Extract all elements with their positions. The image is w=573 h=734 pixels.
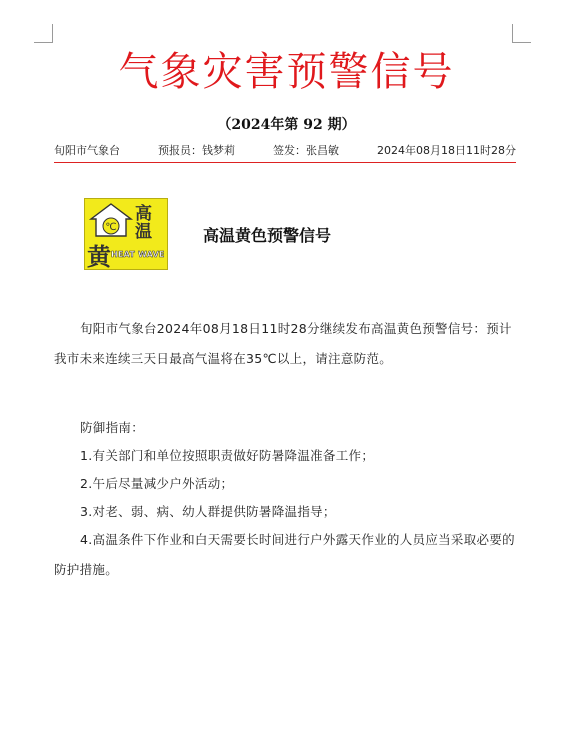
house-thermometer-icon — [88, 202, 134, 238]
red-divider — [54, 162, 516, 163]
heat-yellow-warning-icon — [84, 198, 168, 270]
issue-datetime: 2024年08月18日11时28分 — [377, 144, 516, 157]
approver: 签发：张昌敏 — [273, 144, 339, 157]
guide-item: 3.对老、弱、病、幼人群提供防暑降温指导； — [80, 504, 336, 519]
issuer-meta-line — [54, 142, 516, 158]
forecaster: 预报员：钱梦莉 — [158, 144, 235, 157]
signal-title: 高温黄色预警信号 — [203, 226, 332, 245]
icon-char-yellow: 黄 — [87, 242, 111, 271]
guide-item: 4.高温条件下作业和白天需要长时间进行户外露天作业的人员应当采取必要的防护措施。 — [54, 532, 515, 577]
page-corner-mark-right — [512, 24, 531, 43]
guide-heading: 防御指南： — [80, 420, 145, 435]
page-corner-mark-left — [34, 24, 53, 43]
temp-symbol: ℃ — [105, 222, 117, 233]
guide-item: 1.有关部门和单位按照职责做好防暑降温准备工作； — [80, 448, 375, 463]
icon-english-label: HEAT WAVE — [111, 250, 165, 259]
icon-char-high: 高 — [135, 204, 152, 224]
document-title: 气象灾害预警信号 — [118, 49, 455, 95]
guide-item: 2.午后尽量减少户外活动； — [80, 476, 234, 491]
icon-char-warm: 温 — [135, 222, 152, 242]
issuer-name: 旬阳市气象台 — [54, 144, 120, 157]
issue-number: （2024年第 92 期） — [217, 117, 356, 133]
body-paragraph: 旬阳市气象台2024年08月18日11时28分继续发布高温黄色预警信号：预计我市未来连续三天日最高气温将在35℃以上，请注意防范。 — [54, 321, 512, 366]
